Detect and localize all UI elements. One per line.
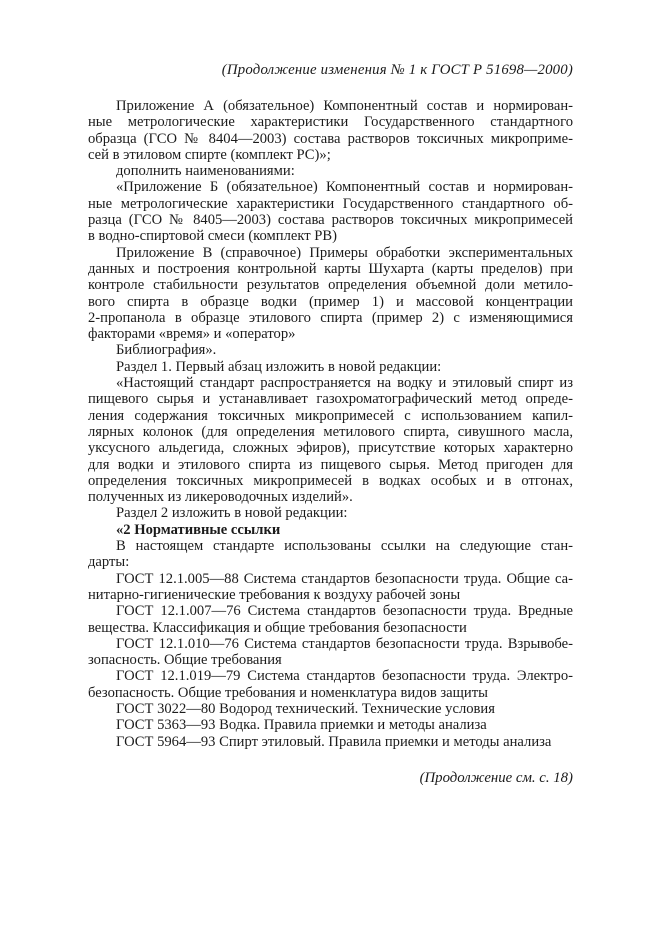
text-line: уксусного альдегида, сложных эфиров), присутствие которых характерно [88,440,573,457]
paragraph [88,603,573,636]
text-line: Приложение В (справочное) Примеры обработки экспериментальных [116,244,573,261]
text-line: нитарно-гигиенические требования к воздуху рабочей зоны [88,586,461,603]
text-line: данных и построения контрольной карты Шухарта (карты пределов) при [88,260,573,277]
text-line: Библиография». [116,342,217,359]
text-line: для водки и этилового спирта из пищевого сырья. Метод пригоден для [88,456,573,473]
text-line: ные метрологические характеристики Государственного стандартного об- [88,195,573,212]
text-line: вого спирта в образце водки (пример 1) и массовой концентрации [88,293,573,310]
text-line: лярных колонок (для определения метилового спирта, сивушного масла, [88,423,573,440]
text-line: «2 Нормативные ссылки [116,521,281,538]
paragraph [88,717,573,733]
text-line: пищевого сырья и устанавливает газохроматографический метод опреде- [88,391,573,408]
document-body [88,98,573,750]
paragraph [88,522,573,538]
text-line: ГОСТ 12.1.005—88 Система стандартов безопасности труда. Общие са- [116,570,573,587]
text-line: ГОСТ 5363—93 Водка. Правила приемки и методы анализа [116,717,487,734]
paragraph [88,538,573,571]
text-line: ления содержания токсичных микропримесей с использованием капил- [88,407,573,424]
text-line: зопасность. Общие требования [88,652,282,669]
text-line: 2-пропанола в образце этилового спирта (пример 2) с изменяющимися [88,309,573,326]
paragraph [88,179,573,244]
text-line: ГОСТ 5964—93 Спирт этиловый. Правила приемки и методы анализа [116,733,552,750]
text-line: ГОСТ 3022—80 Водород технический. Технические условия [116,700,495,717]
text-line: ГОСТ 12.1.007—76 Система стандартов безопасности труда. Вредные [116,603,573,620]
page-header-running-title: (Продолжение изменения № 1 к ГОСТ Р 51698—2000) [221,62,573,78]
paragraph [88,668,573,701]
text-line: ГОСТ 12.1.010—76 Система стандартов безопасности труда. Взрывобе- [116,635,573,652]
paragraph [88,163,573,179]
paragraph [88,701,573,717]
text-line: «Настоящий стандарт распространяется на водку и этиловый спирт из [116,375,573,392]
text-line: факторами «время» и «оператор» [88,326,296,343]
text-line: полученных из ликероводочных изделий». [88,489,353,506]
text-line: определения токсичных микропримесей в водках особых и в отгонах, [88,472,573,489]
text-line: образца (ГСО № 8404—2003) состава растворов токсичных микроприме- [88,130,573,147]
paragraph [88,636,573,669]
text-line: Раздел 1. Первый абзац изложить в новой редакции: [116,358,442,375]
text-line: в водно-спиртовой смеси (комплект РВ) [88,228,337,245]
paragraph [88,342,573,358]
page-footer-continuation-note: (Продолжение см. с. 18) [419,769,573,786]
text-line: разца (ГСО № 8405—2003) состава растворов токсичных микропримесей [88,212,573,229]
paragraph [88,734,573,750]
paragraph [88,359,573,375]
text-line: Раздел 2 изложить в новой редакции: [116,505,348,522]
text-line: Приложение А (обязательное) Компонентный состав и нормирован- [116,98,573,114]
text-line: ные метрологические характеристики Государственного стандартного [88,114,573,131]
text-line: ГОСТ 12.1.019—79 Система стандартов безопасности труда. Электро- [116,668,573,685]
paragraph [88,375,573,505]
paragraph [88,571,573,604]
text-line: «Приложение Б (обязательное) Компонентный состав и нормирован- [116,179,573,196]
paragraph [88,245,573,343]
paragraph [88,98,573,163]
text-line: сей в этиловом спирте (комплект РС)»; [88,146,331,163]
text-line: дополнить наименованиями: [116,163,295,180]
text-line: контроле стабильности результатов определения объемной доли метило- [88,277,573,294]
paragraph [88,505,573,521]
text-line: безопасность. Общие требования и номенклатура видов защиты [88,684,488,701]
text-line: В настоящем стандарте использованы ссылки на следующие стан- [116,538,573,555]
text-line: вещества. Классификация и общие требования безопасности [88,619,467,636]
text-line: дарты: [88,554,130,571]
